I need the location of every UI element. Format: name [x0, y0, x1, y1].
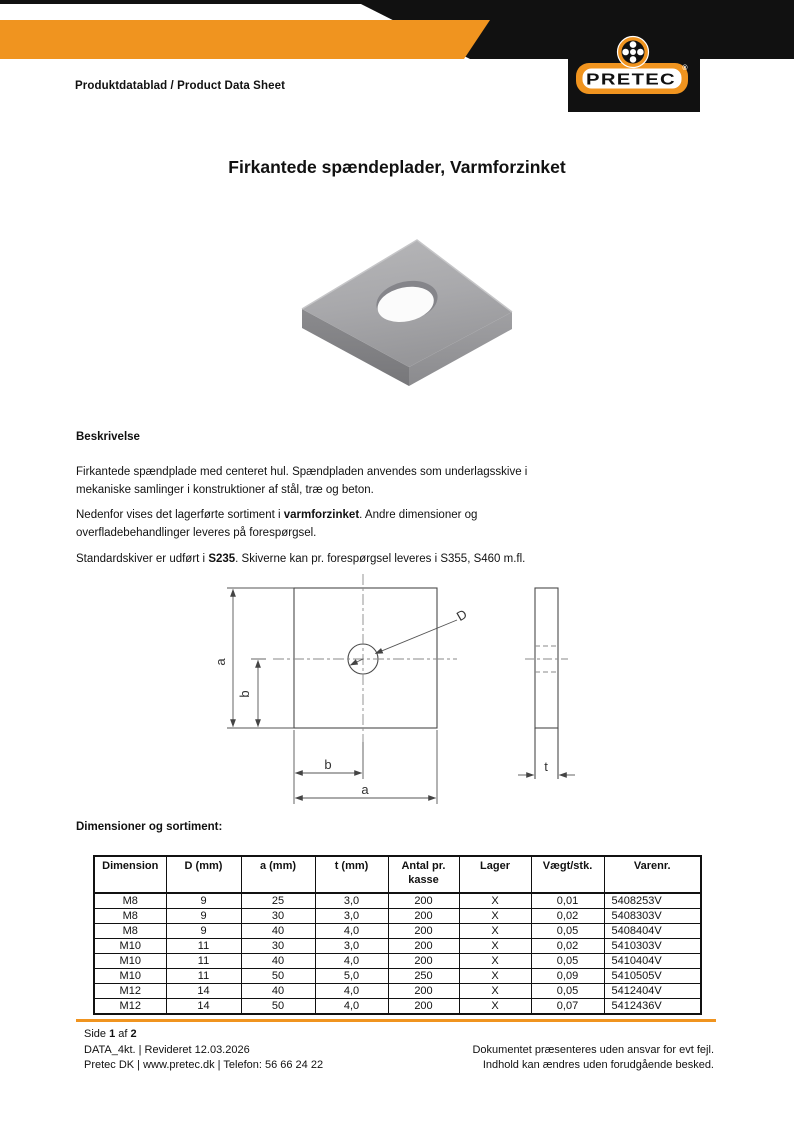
table-cell: 5408404V	[604, 924, 701, 939]
label-a-bottom: a	[361, 782, 369, 797]
bold-term: varmforzinket	[283, 509, 360, 521]
table-cell: 3,0	[315, 939, 388, 954]
table-cell: X	[459, 969, 531, 984]
table-cell: X	[459, 924, 531, 939]
table-cell: 200	[388, 939, 459, 954]
footer-orange-rule	[76, 1019, 716, 1022]
table-cell: M8	[94, 909, 166, 924]
footer-text: af	[115, 1028, 131, 1040]
technical-drawing	[205, 572, 595, 812]
logo-brand-text: PRETEC	[586, 71, 676, 89]
table-cell: 11	[166, 954, 241, 969]
table-cell: 5412436V	[604, 999, 701, 1015]
table-cell: 50	[241, 999, 315, 1015]
dim-D-leader	[351, 620, 458, 665]
table-cell: 0,02	[531, 939, 604, 954]
table-cell: 5410505V	[604, 969, 701, 984]
drawing-labels	[213, 606, 548, 797]
table-cell: 0,02	[531, 909, 604, 924]
table-cell: 0,07	[531, 999, 604, 1015]
table-cell: 0,01	[531, 893, 604, 909]
sortiment-table-body	[94, 893, 701, 1014]
table-cell: 40	[241, 984, 315, 999]
table-cell: 250	[388, 969, 459, 984]
table-cell: M12	[94, 984, 166, 999]
table-cell: 0,09	[531, 969, 604, 984]
table-cell: 4,0	[315, 999, 388, 1015]
table-cell: 11	[166, 969, 241, 984]
side-view-hole-lines	[525, 646, 568, 672]
paragraph-text: Standardskiver er udført i	[76, 553, 209, 565]
table-cell: 200	[388, 999, 459, 1015]
paragraph-line	[76, 551, 525, 569]
table-cell: 30	[241, 939, 315, 954]
table-cell: M10	[94, 954, 166, 969]
paragraph-line: overfladebehandlinger leveres på forespørgsel.	[76, 526, 317, 539]
table-cell: 4,0	[315, 924, 388, 939]
footer-text: Side	[84, 1028, 110, 1040]
table-cell: M8	[94, 893, 166, 909]
footer-contact-info: Pretec DK | www.pretec.dk | Telefon: 56 66 24 22	[84, 1059, 324, 1071]
label-a-left: a	[213, 658, 228, 666]
sortiment-table-head-row	[94, 856, 701, 893]
registered-trademark-icon: ®	[682, 65, 688, 72]
table-cell: 5408303V	[604, 909, 701, 924]
table-cell: 9	[166, 909, 241, 924]
table-cell: X	[459, 909, 531, 924]
label-b-left: b	[237, 690, 252, 698]
table-cell: 3,0	[315, 893, 388, 909]
table-cell: 5410303V	[604, 939, 701, 954]
table-cell: X	[459, 939, 531, 954]
description-paragraph-2	[76, 507, 477, 542]
description-paragraph-1	[76, 464, 527, 499]
table-cell: 50	[241, 969, 315, 984]
side-view	[535, 588, 558, 779]
paragraph-line: mekaniske samlinger i konstruktioner af stål, træ og beton.	[76, 483, 374, 496]
table-cell: 3,0	[315, 909, 388, 924]
table-cell: X	[459, 984, 531, 999]
page-title: Firkantede spændeplader, Varmforzinket	[228, 157, 566, 177]
label-D: D	[453, 606, 470, 624]
column-header: D (mm)	[166, 856, 241, 893]
table-cell: 0,05	[531, 924, 604, 939]
column-header: Lager	[459, 856, 531, 893]
table-cell: 4,0	[315, 984, 388, 999]
footer-document-revision: DATA_4kt. | Revideret 12.03.2026	[84, 1043, 250, 1056]
description-heading: Beskrivelse	[76, 431, 140, 443]
table-cell: M12	[94, 999, 166, 1015]
dim-a-vertical	[227, 588, 294, 728]
table-cell: 0,05	[531, 984, 604, 999]
header-orange-band	[0, 20, 490, 59]
column-header: Dimension	[94, 856, 166, 893]
label-t: t	[544, 759, 548, 774]
table-cell: 30	[241, 909, 315, 924]
table-cell: 9	[166, 893, 241, 909]
plate-photo-graphic	[302, 240, 512, 386]
logo-bolt-head-icon	[618, 37, 649, 68]
table-cell: 200	[388, 893, 459, 909]
footer-page-indicator	[84, 1027, 323, 1043]
table-cell: 0,05	[531, 954, 604, 969]
description-paragraph-3	[76, 551, 525, 569]
paragraph-text: . Andre dimensioner og	[359, 509, 478, 521]
column-header: a (mm)	[241, 856, 315, 893]
table-cell: 200	[388, 954, 459, 969]
sortiment-heading: Dimensioner og sortiment:	[76, 821, 223, 833]
table-cell: 5408253V	[604, 893, 701, 909]
dim-b-vertical	[251, 659, 266, 727]
footer-left-block	[84, 1027, 323, 1074]
table-cell: M8	[94, 924, 166, 939]
table-row	[94, 909, 701, 924]
paragraph-text: Nedenfor vises det lagerførte sortiment i	[76, 509, 284, 521]
table-row	[94, 969, 701, 984]
sortiment-table	[93, 855, 702, 1015]
bold-term: S235	[208, 553, 236, 565]
table-row	[94, 939, 701, 954]
sortiment-table-container	[93, 855, 702, 1015]
product-photo	[277, 212, 521, 398]
footer-disclaimer-block	[472, 1043, 714, 1074]
table-cell: 5,0	[315, 969, 388, 984]
table-cell: 25	[241, 893, 315, 909]
table-row	[94, 893, 701, 909]
table-cell: 5412404V	[604, 984, 701, 999]
paragraph-line: Firkantede spændplade med centeret hul. Spændpladen anvendes som underlagsskive i	[76, 466, 528, 478]
table-row	[94, 999, 701, 1015]
table-cell: 200	[388, 924, 459, 939]
table-row	[94, 924, 701, 939]
footer-page-current: 1	[109, 1028, 116, 1040]
table-row	[94, 984, 701, 999]
column-header: Vægt/stk.	[531, 856, 604, 893]
table-cell: X	[459, 893, 531, 909]
table-cell: X	[459, 954, 531, 969]
front-view	[294, 588, 437, 728]
label-b-bottom: b	[324, 757, 332, 772]
table-row	[94, 954, 701, 969]
table-cell: 4,0	[315, 954, 388, 969]
table-cell: X	[459, 999, 531, 1015]
table-cell: 40	[241, 924, 315, 939]
table-cell: 200	[388, 984, 459, 999]
footer-page-total: 2	[130, 1028, 137, 1040]
table-cell: 11	[166, 939, 241, 954]
table-cell: M10	[94, 969, 166, 984]
table-cell: 14	[166, 999, 241, 1015]
table-cell: 14	[166, 984, 241, 999]
table-cell: 5410404V	[604, 954, 701, 969]
paragraph-line	[76, 507, 477, 525]
footer-disclaimer-line: Indhold kan ændres uden forudgående besked.	[482, 1059, 714, 1071]
table-cell: 9	[166, 924, 241, 939]
header-band	[0, 0, 794, 118]
column-header: Antal pr. kasse	[388, 856, 459, 893]
column-header: t (mm)	[315, 856, 388, 893]
table-cell: M10	[94, 939, 166, 954]
paragraph-text: . Skiverne kan pr. forespørgsel leveres i S355, S460 m.fl.	[235, 553, 526, 565]
document-type-label: Produktdatablad / Product Data Sheet	[75, 80, 285, 92]
footer-disclaimer-line: Dokumentet præsenteres uden ansvar for evt fejl.	[472, 1043, 714, 1056]
table-cell: 200	[388, 909, 459, 924]
centerlines	[273, 574, 457, 742]
column-header: Varenr.	[604, 856, 701, 893]
table-cell: 40	[241, 954, 315, 969]
